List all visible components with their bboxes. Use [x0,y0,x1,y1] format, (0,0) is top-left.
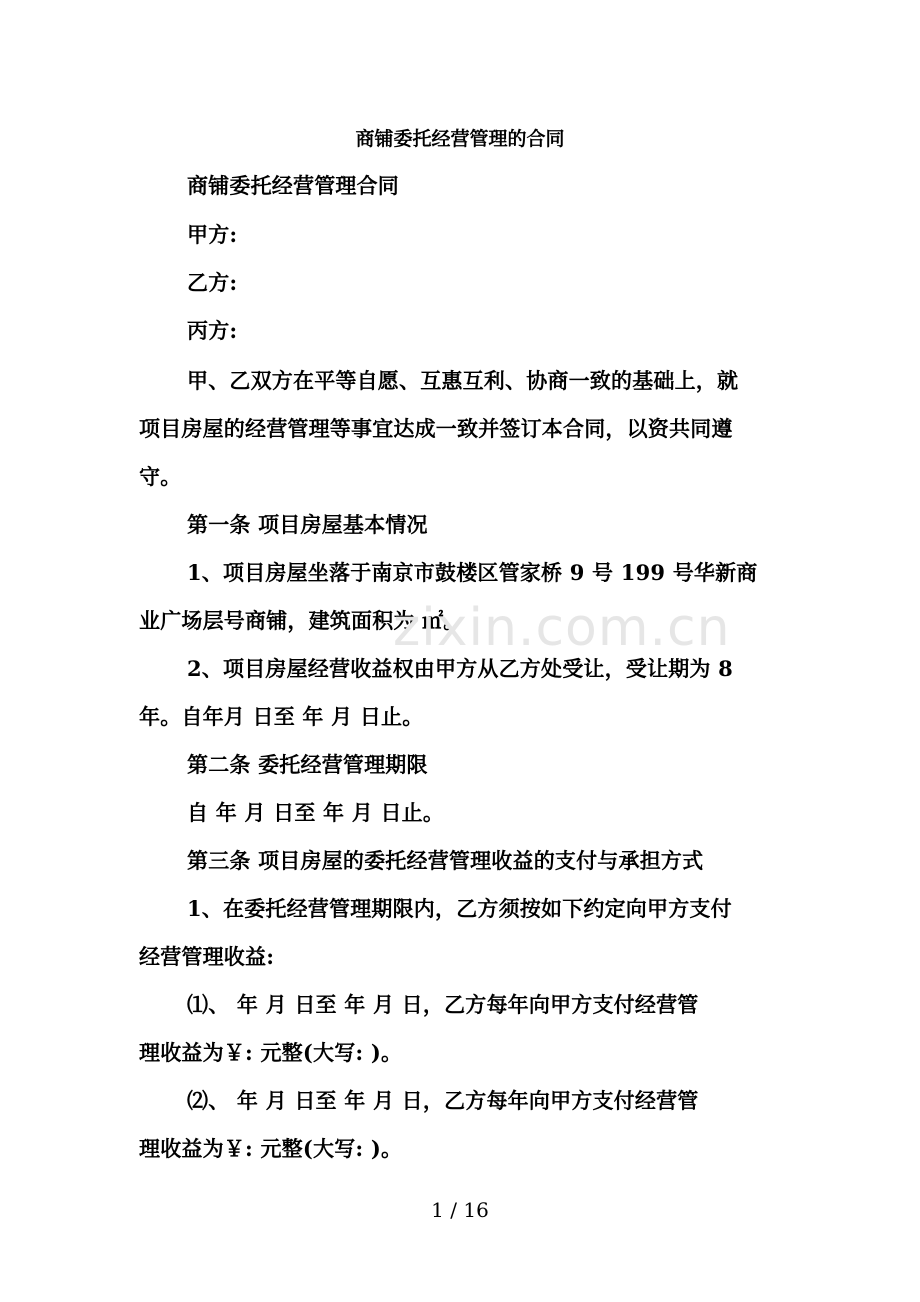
contract-heading: 商铺委托经营管理合同 [187,173,399,198]
party-b-label: 乙方: [187,270,238,295]
article-3-clause: 经营管理收益: [139,944,275,969]
article-3-clause: 理收益为￥: 元整(大写: )。 [139,1040,403,1065]
article-3-clause: 1、在委托经营管理期限内，乙方须按如下约定向甲方支付 [187,896,732,921]
article-3-clause: ⑴、 年 月 日至 年 月 日，乙方每年向甲方支付经营管 [187,992,699,1017]
article-2-clause: 自 年 月 日至 年 月 日止。 [187,800,445,825]
article-3-clause: 理收益为￥: 元整(大写: )。 [139,1136,403,1161]
article-2-heading: 第二条 委托经营管理期限 [187,752,428,777]
party-a-label: 甲方: [187,222,238,247]
preamble-line: 项目房屋的经营管理等事宜达成一致并签订本合同，以资共同遵 [139,416,733,441]
preamble-line: 守。 [139,464,182,489]
article-1-clause: 2、项目房屋经营收益权由甲方从乙方处受让，受让期为 8 [187,656,733,681]
article-3-heading: 第三条 项目房屋的委托经营管理收益的支付与承担方式 [187,848,704,873]
article-1-clause: 1、项目房屋坐落于南京市鼓楼区管家桥 9 号 199 号华新商 [187,560,758,585]
page-indicator: 1 / 16 [431,1198,489,1222]
article-1-clause: 业广场层号商铺，建筑面积为 ㎡。 [139,608,465,633]
party-c-label: 丙方: [187,318,238,343]
article-1-heading: 第一条 项目房屋基本情况 [187,512,428,537]
document-title: 商铺委托经营管理的合同 [355,128,565,150]
preamble-line: 甲、乙双方在平等自愿、互惠互利、协商一致的基础上，就 [187,368,739,393]
watermark: zixin.com.cn [393,598,731,658]
article-3-clause: ⑵、 年 月 日至 年 月 日，乙方每年向甲方支付经营管 [187,1088,699,1113]
article-1-clause: 年。自年月 日至 年 月 日止。 [139,704,424,729]
